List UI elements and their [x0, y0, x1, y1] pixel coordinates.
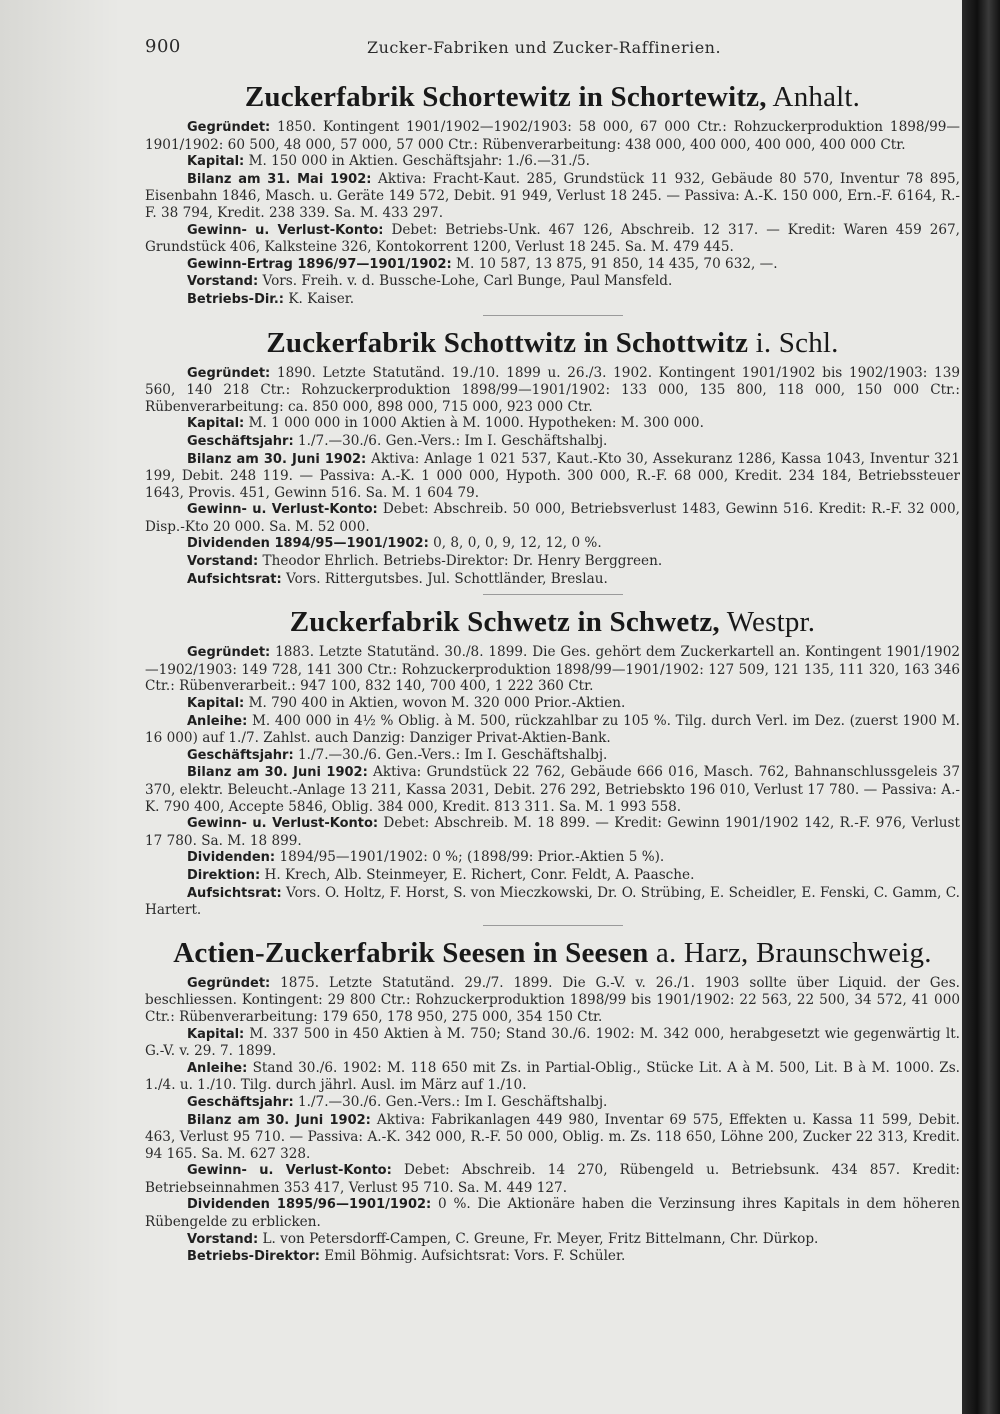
- company-location: Westpr.: [719, 606, 816, 639]
- entry-capital: [145, 153, 960, 171]
- company-location: i. Schl.: [748, 326, 839, 359]
- entry-profit-loss: [145, 815, 960, 849]
- entry-label: Bilanz am 30. Juni 1902:: [187, 765, 368, 781]
- entry-profit-loss: [145, 501, 960, 535]
- entry-text: Aktiva: Grundstück 22 762, Gebäude 666 016, Masch. 762, Bahnanschlussgeleis 37 370, elektr. Beleucht.-Anlage 13 211, Kassa 2031, Debit. 276 292, Betriebskto 196 010, Verlust 17 780. — Passiva: A.-K. 790 400, Accepte 5846, Oblig. 384 000, Kredit. 813 311. Sa. M. 1 993 558.: [145, 764, 960, 815]
- company-name: Zuckerfabrik Schottwitz in Schottwitz: [266, 326, 749, 359]
- entry-dividends: [145, 535, 960, 553]
- entry-board: [145, 1231, 960, 1249]
- section-divider: [483, 594, 623, 595]
- entry-text: Vors. Rittergutsbes. Jul. Schottländer, Breslau.: [281, 570, 608, 587]
- entry-label: Kapital:: [187, 696, 245, 712]
- entry-founded: [145, 975, 960, 1026]
- entry-label: Kapital:: [187, 416, 245, 432]
- entry-board: [145, 273, 960, 291]
- entry-text: 0, 8, 0, 0, 9, 12, 12, 0 %.: [428, 535, 602, 552]
- entry-director: [145, 291, 960, 309]
- entry-label: Betriebs-Dir.:: [187, 291, 285, 307]
- entry-label: Vorstand:: [187, 274, 259, 290]
- entry-label: Anleihe:: [187, 713, 248, 729]
- entry-text: M. 150 000 in Aktien. Geschäftsjahr: 1./6.—31./5.: [244, 153, 590, 170]
- entry-fiscal-year: [145, 747, 960, 765]
- entry-text: 1./7.—30./6. Gen.-Vers.: Im I. Geschäftshalbj.: [293, 746, 608, 763]
- entry-text: 1875. Letzte Statutänd. 29./7. 1899. Die G.-V. v. 26./1. 1903 sollte über Liquid. der Ges. beschliessen. Kontingent: 29 800 Ctr.: Rohzuckerproduktion 1898/99 bis 1901/1902: 22 563, 22 500, 34 572, 41 000 Ctr.: Rübenverarbeitung: 179 650, 178 950, 275 000, 354 150 Ctr.: [145, 974, 960, 1025]
- entry-text: Debet: Betriebs-Unk. 467 126, Abschreib. 12 317. — Kredit: Waren 459 267, Grundstück 406, Kalksteine 326, Kontokorrent 1200, Verlust 18 245. Sa. M. 479 445.: [145, 221, 960, 256]
- entry-text: H. Krech, Alb. Steinmeyer, E. Richert, Conr. Feldt, A. Paasche.: [260, 866, 695, 883]
- entry-text: Aktiva: Fabrikanlagen 449 980, Inventar 69 575, Effekten u. Kassa 11 599, Debit. 463, Verlust 95 710. — Passiva: A.-K. 342 000, R.-F. 50 000, Oblig. m. Zs. 118 650, Löhne 200, Zucker 22 313, Kredit. 94 165. Sa. M. 627 328.: [145, 1111, 961, 1162]
- running-header: [145, 36, 945, 60]
- company-name: Zuckerfabrik Schwetz in Schwetz,: [289, 606, 720, 639]
- entry-label: Gegründet:: [187, 645, 271, 661]
- entry-board: [145, 553, 960, 571]
- entry-text: Debet: Abschreib. 14 270, Rübengeld u. Betriebsunk. 434 857. Kredit: Betriebseinnahmen 353 417, Verlust 95 710. Sa. M. 449 127.: [145, 1162, 960, 1196]
- entry-text: M. 790 400 in Aktien, wovon M. 320 000 Prior.-Aktien.: [244, 695, 626, 712]
- entry-text: K. Kaiser.: [284, 290, 355, 307]
- entry-label: Gegründet:: [187, 975, 271, 991]
- entry-label: Anleihe:: [187, 1060, 248, 1076]
- company-entry-schottwitz: [145, 326, 960, 596]
- entry-label: Gewinn- u. Verlust-Konto:: [187, 222, 384, 238]
- entry-label: Kapital:: [187, 154, 245, 170]
- entry-label: Aufsichtsrat:: [187, 885, 282, 901]
- entry-founded: [145, 119, 960, 153]
- entry-loan: [145, 713, 960, 747]
- entry-capital: [145, 415, 960, 433]
- company-name: Zuckerfabrik Schortewitz in Schortewitz,: [244, 81, 767, 113]
- entry-fiscal-year: [145, 433, 960, 451]
- entry-label: Geschäftsjahr:: [187, 747, 294, 763]
- company-entry-schwetz: [145, 605, 960, 926]
- entry-text: Debet: Abschreib. 50 000, Betriebsverlust 1483, Gewinn 516. Kredit: R.-F. 32 000, Disp.-Kto 20 000. Sa. M. 52 000.: [145, 501, 960, 535]
- company-entry-seesen: [145, 936, 960, 1266]
- entry-founded: [145, 365, 960, 416]
- entry-text: Debet: Abschreib. M. 18 899. — Kredit: Gewinn 1901/1902 142, R.-F. 976, Verlust 17 780. Sa. M. 18 899.: [145, 815, 960, 849]
- entry-text: Stand 30./6. 1902: M. 118 650 mit Zs. in Partial-Oblig., Stücke Lit. A à M. 500, Lit. B à M. 1000. Zs. 1./4. u. 1./10. Tilg. durch jährl. Ausl. im März auf 1./10.: [145, 1059, 960, 1094]
- entry-director: [145, 1248, 960, 1266]
- entry-text: 1883. Letzte Statutänd. 30./8. 1899. Die Ges. gehört dem Zuckerkartell an. Kontingent 1901/1902—1902/1903: 149 728, 141 300 Ctr.: Rohzuckerproduktion 1898/99—1901/1902: 127 509, 121 135, 111 320, 163 346 Ctr.: Rübenverarbeit.: 947 100, 832 140, 700 400, 1 222 360 Ctr.: [145, 644, 960, 695]
- page-body: [145, 70, 960, 1266]
- company-entry-schortewitz: [145, 80, 960, 316]
- entry-founded: [145, 644, 960, 695]
- entry-text: L. von Petersdorff-Campen, C. Greune, Fr. Meyer, Fritz Bittelmann, Chr. Dürkop.: [258, 1230, 819, 1247]
- company-title: [145, 80, 960, 114]
- entry-label: Aufsichtsrat:: [187, 571, 282, 587]
- entry-capital: [145, 695, 960, 713]
- section-divider: [483, 315, 623, 316]
- entry-label: Dividenden:: [187, 850, 276, 866]
- entry-label: Geschäftsjahr:: [187, 1094, 294, 1110]
- entry-text: M. 10 587, 13 875, 91 850, 14 435, 70 632, —.: [451, 255, 778, 272]
- entry-text: M. 1 000 000 in 1000 Aktien à M. 1000. Hypotheken: M. 300 000.: [244, 415, 704, 432]
- entry-balance: [145, 764, 960, 815]
- company-location: a. Harz, Braunschweig.: [648, 936, 932, 969]
- entry-label: Bilanz am 30. Juni 1902:: [187, 451, 367, 467]
- entry-label: Direktion:: [187, 867, 261, 883]
- entry-label: Gewinn-Ertrag 1896/97—1901/1902:: [187, 256, 452, 272]
- section-divider: [483, 925, 623, 926]
- entry-text: Aktiva: Anlage 1 021 537, Kaut.-Kto 30, Assekuranz 1286, Kassa 1043, Inventur 321 199, Debit. 248 119. — Passiva: A.-K. 1 000 000, Hypoth. 300 000, R.-F. 68 000, Kredit. 234 184, Betriebssteuer 1643, Provis. 451, Gewinn 516. Sa. M. 1 604 79.: [145, 450, 960, 501]
- entry-label: Gewinn- u. Verlust-Konto:: [187, 502, 378, 518]
- entry-text: M. 400 000 in 4½ % Oblig. à M. 500, rückzahlbar zu 105 %. Tilg. durch Verl. im Dez. (zuerst 1900 M. 16 000) auf 1./7. Zahlst. auch Danzig: Danziger Privat-Aktien-Bank.: [145, 712, 960, 747]
- entry-text: Theodor Ehrlich. Betriebs-Direktor: Dr. Henry Berggreen.: [258, 553, 663, 570]
- entry-dividends: [145, 849, 960, 867]
- entry-text: 1890. Letzte Statutänd. 19./10. 1899 u. 26./3. 1902. Kontingent 1901/1902 bis 1902/1903: 139 560, 140 218 Ctr.: Rohzuckerproduktion 1898/99—1901/1902: 133 000, 135 800, 118 000, 150 000 Ctr.: Rübenverarbeitung: ca. 850 000, 898 000, 715 000, 923 000 Ctr.: [145, 364, 960, 415]
- entry-management: [145, 867, 960, 885]
- entry-profit-loss: [145, 1162, 960, 1196]
- entry-text: 1./7.—30./6. Gen.-Vers.: Im I. Geschäftshalbj.: [293, 1093, 608, 1110]
- entry-supervisory-board: [145, 885, 960, 919]
- entry-text: Aktiva: Fracht-Kaut. 285, Grundstück 11 932, Gebäude 80 570, Inventur 78 895, Eisenbahn 1846, Masch. u. Geräte 149 572, Debit. 91 949, Verlust 18 245. — Passiva: A.-K. 150 000, Ern.-F. 6164, R.-F. 38 794, Kredit. 238 339. Sa. M. 433 297.: [145, 170, 960, 221]
- entry-text: 1./7.—30./6. Gen.-Vers.: Im I. Geschäftshalbj.: [293, 432, 608, 449]
- entry-balance: [145, 451, 960, 502]
- company-title: [145, 936, 960, 970]
- entry-loan: [145, 1060, 960, 1094]
- binding-shadow: [962, 0, 1000, 1414]
- entry-dividends: [145, 1196, 960, 1230]
- entry-text: 0 %. Die Aktionäre haben die Verzinsung ihres Kapitals in dem höheren Rübengelde zu erblicken.: [145, 1196, 960, 1231]
- entry-label: Kapital:: [187, 1026, 245, 1042]
- entry-label: Gewinn- u. Verlust-Konto:: [187, 1163, 392, 1179]
- running-title: Zucker-Fabriken und Zucker-Raffinerien.: [367, 38, 722, 57]
- company-location: Anhalt.: [766, 81, 861, 113]
- company-title: [145, 605, 960, 639]
- entry-capital: [145, 1026, 960, 1060]
- entry-label: Gewinn- u. Verlust-Konto:: [187, 816, 379, 832]
- entry-label: Vorstand:: [187, 1231, 259, 1247]
- entry-text: 1894/95—1901/1902: 0 %; (1898/99: Prior.-Aktien 5 %).: [275, 849, 665, 866]
- company-title: [145, 326, 960, 360]
- entry-label: Dividenden 1894/95—1901/1902:: [187, 536, 429, 552]
- entry-label: Geschäftsjahr:: [187, 433, 294, 449]
- entry-label: Dividenden 1895/96—1901/1902:: [187, 1197, 432, 1213]
- entry-label: Vorstand:: [187, 554, 259, 570]
- entry-text: Vors. Freih. v. d. Bussche-Lohe, Carl Bunge, Paul Mansfeld.: [258, 273, 673, 290]
- entry-label: Gegründet:: [187, 365, 271, 381]
- entry-text: M. 337 500 in 450 Aktien à M. 750; Stand 30./6. 1902: M. 342 000, herabgesetzt wie gegenwärtig lt. G.-V. v. 29. 7. 1899.: [145, 1025, 960, 1060]
- company-name: Actien-Zuckerfabrik Seesen in Seesen: [173, 936, 649, 969]
- entry-text: Vors. O. Holtz, F. Horst, S. von Mieczkowski, Dr. O. Strübing, E. Scheidler, E. Fenski, C. Gamm, C. Hartert.: [145, 884, 960, 919]
- entry-label: Gegründet:: [187, 120, 271, 135]
- entry-profit-loss: [145, 222, 960, 256]
- entry-balance: [145, 1112, 960, 1163]
- entry-balance: [145, 171, 960, 222]
- entry-label: Betriebs-Direktor:: [187, 1249, 320, 1265]
- entry-text: Emil Böhmig. Aufsichtsrat: Vors. F. Schüler.: [319, 1248, 626, 1265]
- page-number: 900: [145, 36, 181, 57]
- entry-earnings: [145, 256, 960, 274]
- entry-text: 1850. Kontingent 1901/1902—1902/1903: 58 000, 67 000 Ctr.: Rohzuckerproduktion 1898/99—1901/1902: 60 500, 48 000, 57 000, 57 000 Ctr.: Rübenverarbeitung: 438 000, 400 000, 400 000, 400 000 Ctr.: [145, 119, 960, 153]
- entry-fiscal-year: [145, 1094, 960, 1112]
- entry-label: Bilanz am 31. Mai 1902:: [187, 171, 372, 187]
- entry-label: Bilanz am 30. Juni 1902:: [187, 1112, 371, 1128]
- entry-supervisory-board: [145, 571, 960, 589]
